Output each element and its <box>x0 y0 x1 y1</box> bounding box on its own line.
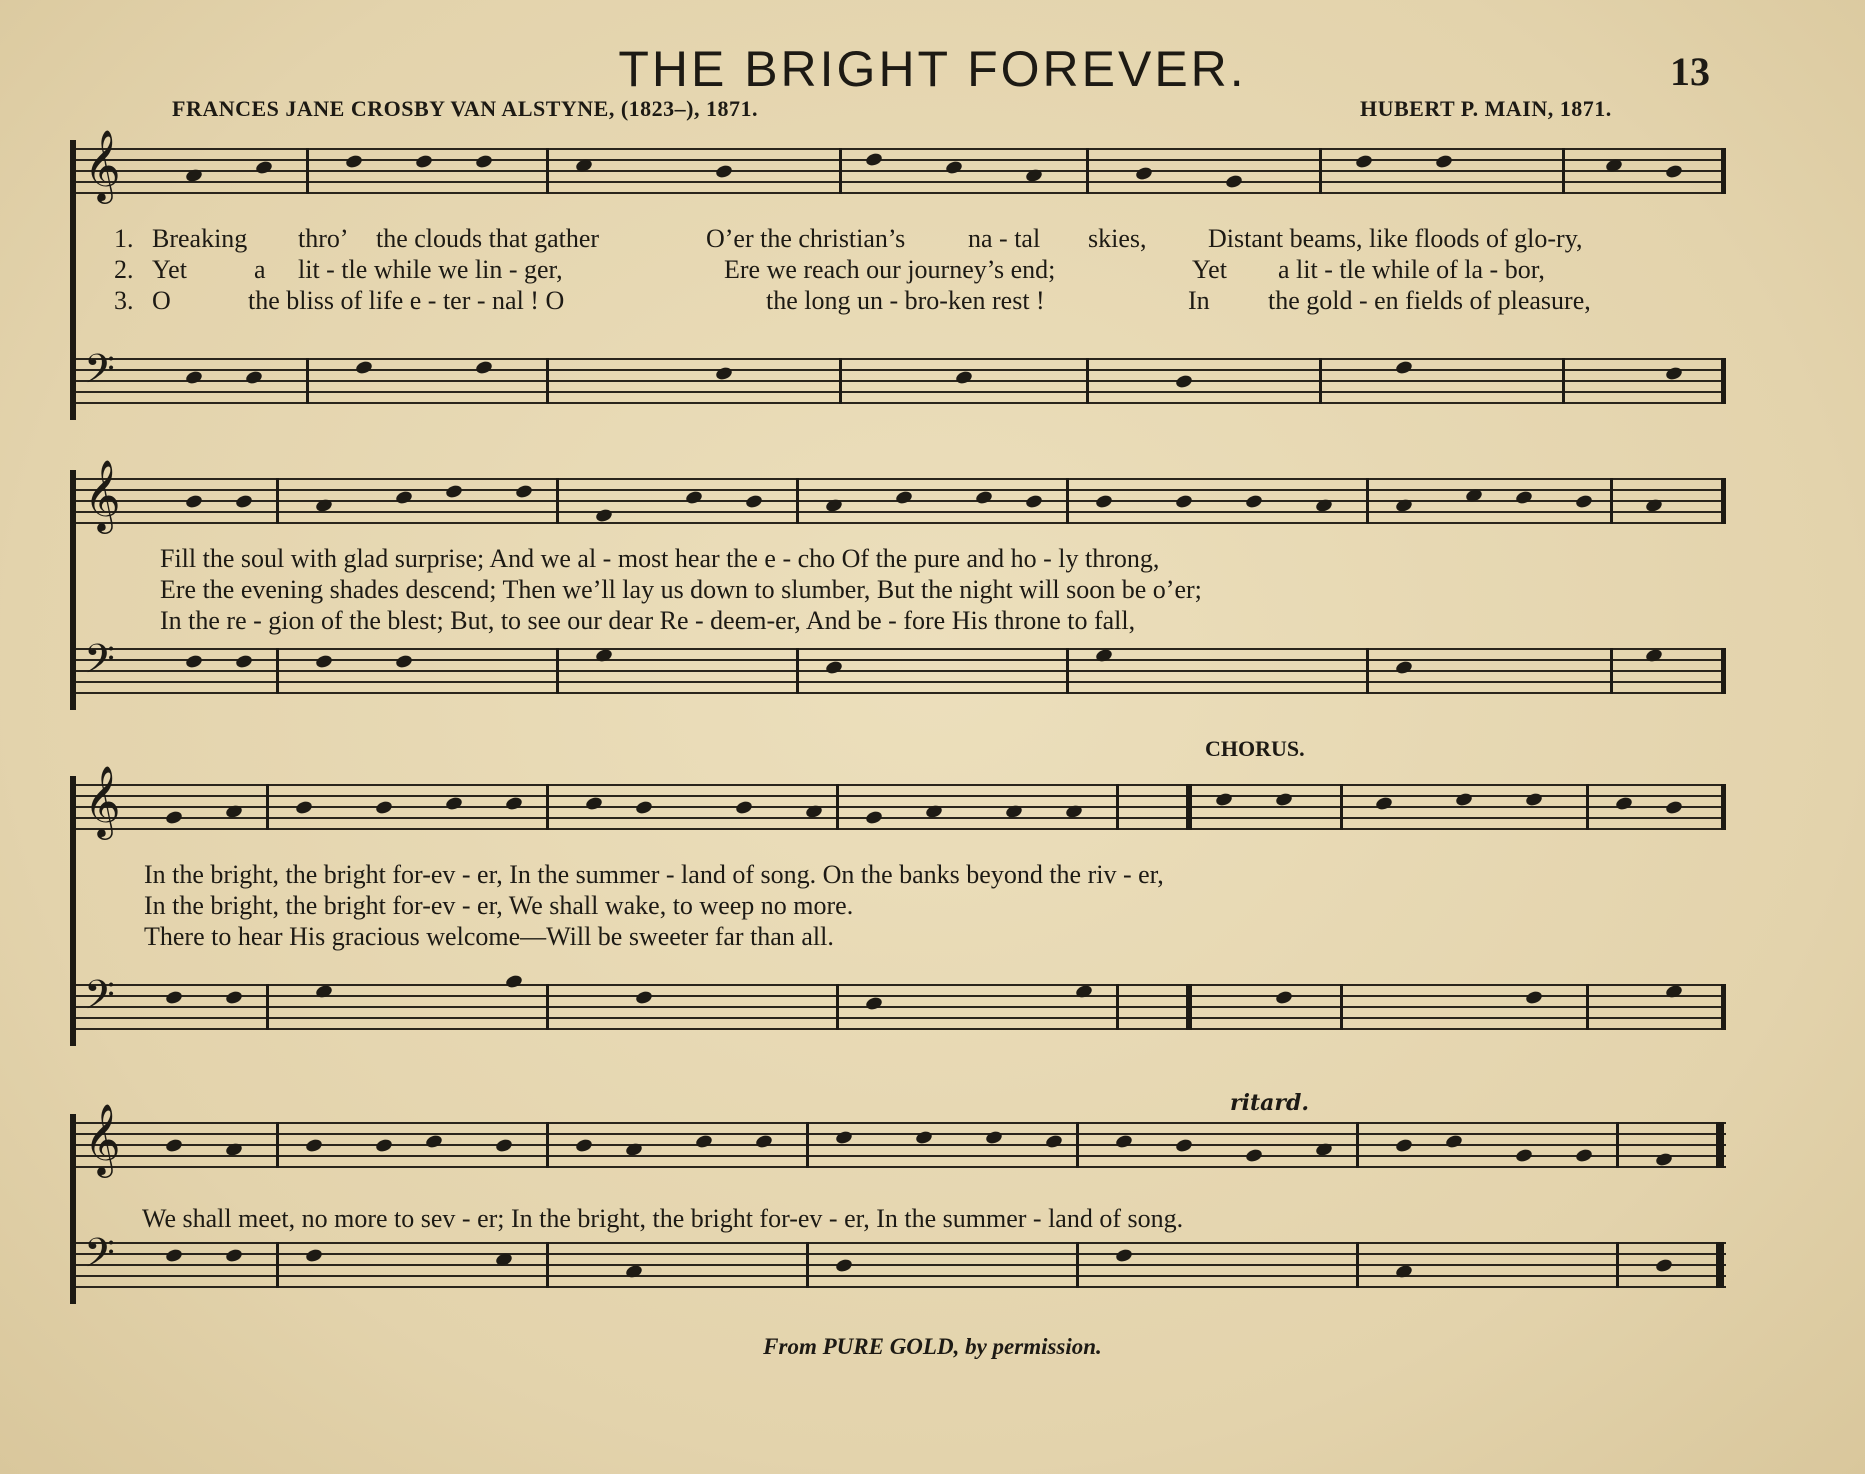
chorus-label: CHORUS. <box>1205 736 1305 761</box>
bass-clef-icon: 𝄢 <box>84 636 115 692</box>
lyric-line-verse-1: Fill the soul with glad surprise; And we al - most hear the e - cho Of the pure and ho - ly throng, <box>160 544 1160 573</box>
page-number: 13 <box>1670 49 1710 94</box>
lyricist-credit: FRANCES JANE CROSBY VAN ALSTYNE, (1823–), 1871. <box>172 96 759 121</box>
lyric-line-verse-3: There to hear His gracious welcome—Will be sweeter far than all. <box>144 922 834 951</box>
lyric-line-verse-1: 1. Breaking thro’ the clouds that gather O’er the christian’s na - tal skies, Distant beams, like floods of glo-ry, <box>114 224 1583 253</box>
composer-credit: HUBERT P. MAIN, 1871. <box>1360 96 1612 121</box>
hymn-title: THE BRIGHT FOREVER. <box>618 41 1247 97</box>
bass-clef-icon: 𝄢 <box>84 972 115 1028</box>
lyric-line-verse-1: In the bright, the bright for-ev - er, In the summer - land of song. On the banks beyond the riv - er, <box>144 860 1164 889</box>
lyric-line-verse-3: 3. O the bliss of life e - ter - nal ! O the long un - bro-ken rest ! In the gold - en fields of pleasure, <box>114 286 1591 315</box>
lyric-line-verse-3: In the re - gion of the blest; But, to see our dear Re - deem-er, And be - fore His throne to fall, <box>160 606 1136 635</box>
lyric-line-verse-1: We shall meet, no more to sev - er; In the bright, the bright for-ev - er, In the summer - land of song. <box>142 1204 1184 1233</box>
treble-clef-icon: 𝄞 <box>84 458 121 531</box>
ritard-marking: ritard. <box>1230 1090 1309 1116</box>
lyrics-block-2 <box>76 544 1726 637</box>
treble-clef-icon: 𝄞 <box>84 128 121 201</box>
treble-clef-icon: 𝄞 <box>84 1102 121 1175</box>
lyrics-block-1 <box>76 224 1726 317</box>
bass-clef-icon: 𝄢 <box>84 1230 115 1286</box>
source-note: From PURE GOLD, by permission. <box>763 1334 1102 1359</box>
lyric-line-verse-2: Ere the evening shades descend; Then we’ll lay us down to slumber, But the night will soon be o’er; <box>160 575 1202 604</box>
lyric-line-verse-2: 2. Yet a lit - tle while we lin - ger, Ere we reach our journey’s end; Yet a lit - tle while of la - bor, <box>114 255 1545 284</box>
treble-clef-icon: 𝄞 <box>84 764 121 837</box>
lyrics-block-3 <box>76 860 1726 953</box>
bass-clef-icon: 𝄢 <box>84 346 115 402</box>
lyric-line-verse-2: In the bright, the bright for-ev - er, We shall wake, to weep no more. <box>144 891 854 920</box>
lyrics-block-4 <box>76 1204 1726 1235</box>
